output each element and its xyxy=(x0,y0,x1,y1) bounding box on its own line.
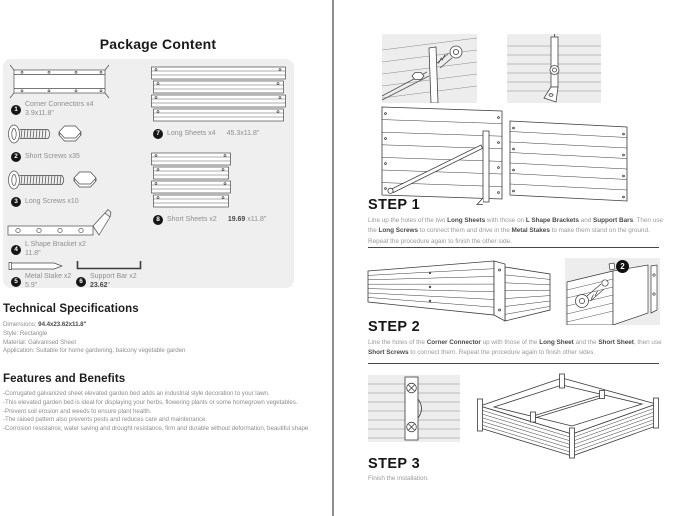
step-2-heading: STEP 2 xyxy=(368,319,421,335)
step-1-heading: STEP 1 xyxy=(368,197,421,213)
part-number-badge: 3 xyxy=(11,197,21,207)
part-label: Long Screws x10 xyxy=(25,197,79,205)
part-number-badge: 4 xyxy=(11,245,21,255)
part-label: Long Sheets x4 xyxy=(167,129,216,137)
part-size: 45.3x11.8" xyxy=(226,129,260,137)
part-size: 23.62" xyxy=(90,281,111,289)
part-number-badge: 7 xyxy=(153,129,163,139)
step-3-detail-inset-connector xyxy=(368,375,460,442)
spec-dimensions: Dimensions: 94.4x23.62x11.8" xyxy=(3,321,87,328)
bracket-screw-detail-diagram xyxy=(382,34,477,103)
support-bar-diagram xyxy=(75,259,143,271)
part-label: Metal Stake x2 xyxy=(25,273,72,280)
feature-item: -Corrosion resistance, water saving and drought resistance, firm and durable without deformation, beautiful shape xyxy=(3,425,309,433)
part-item-l-shape-bracket xyxy=(11,241,86,259)
l-shape-bracket-diagram xyxy=(6,209,120,239)
part-item-support-bar xyxy=(76,273,137,291)
short-sheets-diagram xyxy=(150,152,233,209)
features-list xyxy=(3,390,337,434)
corner-connector-diagram xyxy=(9,64,110,99)
part-item-corner-connectors xyxy=(11,101,93,119)
step-3-heading: STEP 3 xyxy=(368,456,421,472)
spec-style: Style: Rectangle xyxy=(3,329,48,337)
tech-specs-list xyxy=(3,321,333,356)
step-3-description: Finish the installation. xyxy=(368,475,429,482)
part-label: Short Screws x35 xyxy=(25,152,80,160)
feature-item: -This elevated garden bed is ideal for displaying your herbs, flowering plants or some homegrown vegetables. xyxy=(3,398,298,406)
spec-material: Material: Galvanised Sheet xyxy=(3,338,76,346)
step-divider xyxy=(368,247,659,248)
part-number-badge: 5 xyxy=(11,277,21,287)
step-2-detail-inset-corner xyxy=(565,258,660,325)
part-number-badge: 1 xyxy=(11,105,21,115)
short-screw-diagram xyxy=(6,121,86,147)
part-number-badge: 2 xyxy=(11,152,21,162)
part-item-metal-stake xyxy=(11,273,71,291)
features-heading: Features and Benefits xyxy=(3,373,126,385)
part-label: Corner Connectors x4 xyxy=(25,101,94,108)
part-size: 11.8" xyxy=(25,249,41,257)
step-1-detail-inset-screw xyxy=(382,34,477,103)
step-2-description: Line the holes of the Corner Connector up with those of the Long Sheet and the Short Sheet, then use Short Screws to connect them. Repeat the procedure again to finish other sides. xyxy=(368,339,662,357)
part-item-long-sheets xyxy=(153,129,259,139)
feature-item: -Corrugated galvanized sheet elevated garden bed adds an industrial style decoration to your lawn. xyxy=(3,390,270,397)
part-item-short-sheets xyxy=(153,215,266,225)
step-1-detail-inset-stake xyxy=(507,34,601,103)
part-item-short-screws xyxy=(11,152,80,162)
feature-item: -Prevent soil erosion and weeds to ensure plant health. xyxy=(3,407,152,415)
part-number-badge: 8 xyxy=(153,215,163,225)
part-size: 3.9x11.8" xyxy=(25,109,54,117)
page-divider xyxy=(332,0,334,516)
part-item-long-screws xyxy=(11,197,79,207)
part-size: 19.69 x11.8" xyxy=(227,215,267,223)
step-divider xyxy=(368,363,659,364)
part-label: Short Sheets x2 xyxy=(167,215,217,223)
part-size: 5.9" xyxy=(25,281,38,289)
feature-item: -The raised pattern also prevents pests and reduces care and maintenance. xyxy=(3,416,208,424)
corner-connector-detail-diagram xyxy=(565,258,660,325)
step-1-description: Line up the holes of the two Long Sheets with those on L Shape Brackets and Support Bars. Then use the Long Screws to connect them and drive in the Metal Stakes to make them stand on the ground. Repeat the procedure again to finish the other side. xyxy=(368,217,663,245)
stake-foot-detail-diagram xyxy=(507,34,601,103)
tech-specs-heading: Technical Specifications xyxy=(3,303,139,315)
package-content-panel xyxy=(3,59,294,288)
part-label: Support Bar x2 xyxy=(90,273,137,280)
step-1-illustration xyxy=(368,104,662,207)
part-label: L Shape Bracket x2 xyxy=(25,241,86,248)
page-title: Package Content xyxy=(99,36,217,52)
step-2-callout-badge: 2 xyxy=(616,260,629,273)
long-sheets-diagram xyxy=(150,66,287,123)
step-3-illustration xyxy=(470,372,667,460)
part-number-badge: 6 xyxy=(76,277,86,287)
long-screw-diagram xyxy=(6,167,102,193)
spec-application: Application: Suitable for home gardening, balcony vegetable garden xyxy=(3,347,186,355)
connector-screws-detail-diagram xyxy=(368,375,460,442)
metal-stake-diagram xyxy=(7,261,65,271)
